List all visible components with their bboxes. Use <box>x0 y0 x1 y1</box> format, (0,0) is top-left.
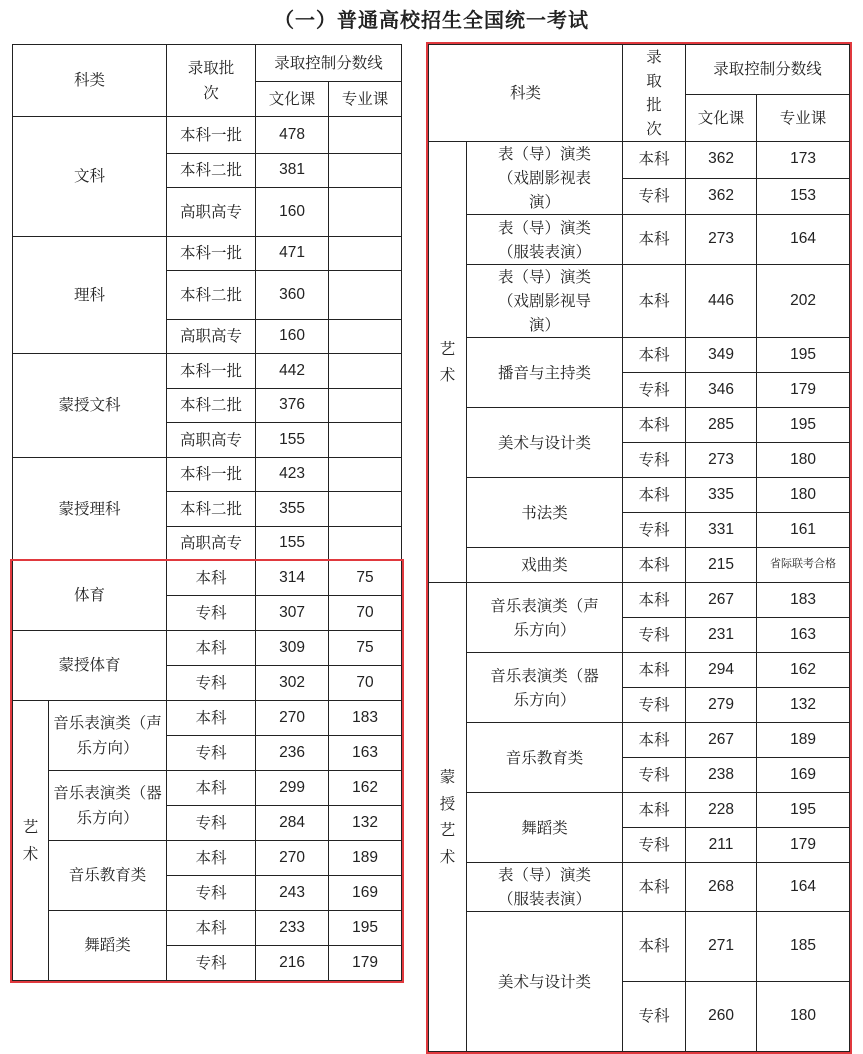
right-culture-score: 267 <box>686 583 757 618</box>
right-culture-score: 446 <box>686 265 757 338</box>
right-major-score: 132 <box>757 688 850 723</box>
right-batch-cell: 本科 <box>623 793 686 828</box>
left-culture-score: 309 <box>256 631 329 666</box>
left-art-subject: 音乐表演类（声乐方向） <box>49 701 167 771</box>
left-major-score: 132 <box>329 806 402 841</box>
right-culture-score: 279 <box>686 688 757 723</box>
right-batch-cell: 专科 <box>623 513 686 548</box>
table-row <box>13 771 402 806</box>
left-header-batch: 录取批次 <box>167 45 256 117</box>
left-culture-score: 302 <box>256 666 329 701</box>
right-batch-cell: 专科 <box>623 828 686 863</box>
table-row <box>429 338 850 373</box>
left-batch-cell: 高职高专 <box>167 423 256 458</box>
right-culture-score: 285 <box>686 408 757 443</box>
left-batch-cell: 高职高专 <box>167 527 256 561</box>
right-culture-score: 273 <box>686 215 757 265</box>
right-culture-score: 215 <box>686 548 757 583</box>
left-score-table <box>12 44 402 981</box>
right-major-score: 163 <box>757 618 850 653</box>
right-header-subject: 科类 <box>429 45 623 142</box>
left-batch-cell: 专科 <box>167 876 256 911</box>
left-major-score: 189 <box>329 841 402 876</box>
right-art-subject: 表（导）演类（戏剧影视导演） <box>467 265 623 338</box>
right-art-subject: 播音与主持类 <box>467 338 623 408</box>
right-batch-cell: 本科 <box>623 863 686 912</box>
left-major-score: 169 <box>329 876 402 911</box>
right-header-batch: 录取批次 <box>623 45 686 142</box>
right-culture-score: 238 <box>686 758 757 793</box>
left-culture-score: 423 <box>256 458 329 492</box>
left-major-score: 179 <box>329 946 402 981</box>
left-art-category <box>13 701 49 981</box>
left-batch-cell: 本科 <box>167 561 256 596</box>
left-culture-score: 381 <box>256 154 329 188</box>
right-batch-cell: 专科 <box>623 982 686 1052</box>
right-batch-cell: 本科 <box>623 723 686 758</box>
left-batch-cell: 本科二批 <box>167 389 256 423</box>
right-major-score: 162 <box>757 653 850 688</box>
left-major-score <box>329 188 402 237</box>
table-row <box>13 911 402 946</box>
right-culture-score: 268 <box>686 863 757 912</box>
right-major-score: 180 <box>757 982 850 1052</box>
right-batch-cell: 本科 <box>623 583 686 618</box>
table-row <box>429 215 850 265</box>
right-major-score: 164 <box>757 215 850 265</box>
right-culture-score: 273 <box>686 443 757 478</box>
left-culture-score: 270 <box>256 701 329 736</box>
left-major-score: 70 <box>329 666 402 701</box>
table-row <box>429 723 850 758</box>
table-row <box>429 793 850 828</box>
left-culture-score: 442 <box>256 354 329 389</box>
right-mongol-art-category <box>429 583 467 1052</box>
right-art-subject: 表（导）演类（服装表演） <box>467 215 623 265</box>
left-batch-cell: 本科二批 <box>167 492 256 527</box>
left-culture-score: 243 <box>256 876 329 911</box>
left-subject-cell: 理科 <box>13 237 167 354</box>
right-art-subject: 音乐表演类（声乐方向） <box>467 583 623 653</box>
right-batch-cell: 专科 <box>623 443 686 478</box>
right-culture-score: 260 <box>686 982 757 1052</box>
left-major-score: 183 <box>329 701 402 736</box>
left-culture-score: 155 <box>256 527 329 561</box>
right-art-subject: 表（导）演类（服装表演） <box>467 863 623 912</box>
left-batch-cell: 本科一批 <box>167 237 256 271</box>
right-major-score: 183 <box>757 583 850 618</box>
table-row <box>13 237 402 271</box>
left-batch-cell: 本科 <box>167 841 256 876</box>
left-subject-cell: 蒙授体育 <box>13 631 167 701</box>
left-major-score <box>329 271 402 320</box>
right-batch-cell: 专科 <box>623 758 686 793</box>
table-row <box>429 265 850 338</box>
right-header-control: 录取控制分数线 <box>686 45 850 95</box>
left-batch-cell: 专科 <box>167 806 256 841</box>
table-row <box>13 701 402 736</box>
left-art-subject: 音乐表演类（器乐方向） <box>49 771 167 841</box>
left-culture-score: 233 <box>256 911 329 946</box>
right-batch-cell: 专科 <box>623 373 686 408</box>
right-mongol-art-category-text: 蒙授艺术 <box>439 768 456 866</box>
left-batch-cell: 专科 <box>167 596 256 631</box>
right-art-subject: 美术与设计类 <box>467 912 623 1052</box>
right-batch-cell: 专科 <box>623 618 686 653</box>
left-art-subject: 舞蹈类 <box>49 911 167 981</box>
table-row <box>429 408 850 443</box>
left-culture-score: 270 <box>256 841 329 876</box>
right-batch-cell: 本科 <box>623 408 686 443</box>
right-batch-cell: 本科 <box>623 142 686 179</box>
left-major-score <box>329 320 402 354</box>
left-batch-cell: 本科一批 <box>167 117 256 154</box>
right-culture-score: 228 <box>686 793 757 828</box>
right-art-category <box>429 142 467 583</box>
right-art-subject: 舞蹈类 <box>467 793 623 863</box>
left-culture-score: 216 <box>256 946 329 981</box>
left-major-score <box>329 237 402 271</box>
left-major-score <box>329 117 402 154</box>
left-subject-cell: 蒙授文科 <box>13 354 167 458</box>
right-major-score: 179 <box>757 828 850 863</box>
right-art-subject: 戏曲类 <box>467 548 623 583</box>
left-subject-cell: 蒙授理科 <box>13 458 167 561</box>
table-row <box>429 548 850 583</box>
table-row <box>13 561 402 596</box>
left-batch-cell: 本科一批 <box>167 354 256 389</box>
right-major-score: 161 <box>757 513 850 548</box>
right-header-culture: 文化课 <box>686 94 757 141</box>
left-batch-cell: 专科 <box>167 736 256 771</box>
left-major-score <box>329 527 402 561</box>
table-row <box>429 583 850 618</box>
right-major-score: 180 <box>757 443 850 478</box>
left-major-score: 195 <box>329 911 402 946</box>
right-culture-score: 267 <box>686 723 757 758</box>
left-header-subject: 科类 <box>13 45 167 117</box>
right-culture-score: 335 <box>686 478 757 513</box>
left-art-category-text: 艺术 <box>22 818 39 863</box>
right-art-subject: 书法类 <box>467 478 623 548</box>
left-culture-score: 314 <box>256 561 329 596</box>
left-batch-cell: 本科 <box>167 701 256 736</box>
right-major-score: 185 <box>757 912 850 982</box>
right-batch-cell: 专科 <box>623 688 686 723</box>
left-batch-cell: 高职高专 <box>167 320 256 354</box>
left-subject-cell: 体育 <box>13 561 167 631</box>
left-culture-score: 236 <box>256 736 329 771</box>
right-batch-cell: 专科 <box>623 178 686 215</box>
left-culture-score: 307 <box>256 596 329 631</box>
right-major-score: 169 <box>757 758 850 793</box>
right-culture-score: 362 <box>686 178 757 215</box>
right-major-score: 195 <box>757 408 850 443</box>
left-header-control: 录取控制分数线 <box>256 45 402 82</box>
right-art-subject: 音乐教育类 <box>467 723 623 793</box>
left-culture-score: 478 <box>256 117 329 154</box>
left-header-major: 专业课 <box>329 82 402 117</box>
left-batch-cell: 本科 <box>167 631 256 666</box>
right-art-subject: 音乐表演类（器乐方向） <box>467 653 623 723</box>
left-subject-cell: 文科 <box>13 117 167 237</box>
left-culture-score: 360 <box>256 271 329 320</box>
right-art-subject: 美术与设计类 <box>467 408 623 478</box>
left-header-culture: 文化课 <box>256 82 329 117</box>
right-culture-score: 362 <box>686 142 757 179</box>
right-batch-cell: 本科 <box>623 912 686 982</box>
right-culture-score: 211 <box>686 828 757 863</box>
right-art-subject: 表（导）演类（戏剧影视表演） <box>467 142 623 215</box>
right-batch-cell: 本科 <box>623 548 686 583</box>
left-major-score: 70 <box>329 596 402 631</box>
right-major-score: 179 <box>757 373 850 408</box>
left-culture-score: 299 <box>256 771 329 806</box>
right-major-score: 153 <box>757 178 850 215</box>
table-row <box>13 354 402 389</box>
left-major-score: 163 <box>329 736 402 771</box>
left-major-score <box>329 389 402 423</box>
left-culture-score: 155 <box>256 423 329 458</box>
left-batch-cell: 本科 <box>167 911 256 946</box>
left-culture-score: 471 <box>256 237 329 271</box>
left-batch-cell: 专科 <box>167 946 256 981</box>
right-culture-score: 231 <box>686 618 757 653</box>
right-major-score: 180 <box>757 478 850 513</box>
left-batch-cell: 本科 <box>167 771 256 806</box>
right-batch-cell: 本科 <box>623 215 686 265</box>
page-title: （一）普通高校招生全国统一考试 <box>274 8 589 32</box>
table-row <box>429 478 850 513</box>
right-major-score: 189 <box>757 723 850 758</box>
left-major-score <box>329 492 402 527</box>
left-art-subject: 音乐教育类 <box>49 841 167 911</box>
right-batch-cell: 本科 <box>623 478 686 513</box>
table-row <box>13 631 402 666</box>
table-row <box>13 458 402 492</box>
right-batch-cell: 本科 <box>623 653 686 688</box>
table-row <box>13 841 402 876</box>
left-major-score <box>329 154 402 188</box>
table-row <box>429 863 850 912</box>
right-batch-cell: 本科 <box>623 265 686 338</box>
table-row <box>429 653 850 688</box>
table-row <box>429 142 850 179</box>
right-culture-score: 346 <box>686 373 757 408</box>
left-batch-cell: 本科二批 <box>167 271 256 320</box>
right-major-score: 省际联考合格 <box>757 548 850 583</box>
right-major-score: 202 <box>757 265 850 338</box>
left-batch-cell: 高职高专 <box>167 188 256 237</box>
right-art-category-text: 艺术 <box>439 339 456 385</box>
right-major-score: 164 <box>757 863 850 912</box>
table-row <box>429 912 850 982</box>
right-culture-score: 294 <box>686 653 757 688</box>
left-culture-score: 284 <box>256 806 329 841</box>
left-batch-cell: 专科 <box>167 666 256 701</box>
right-score-table <box>428 44 850 1052</box>
right-major-score: 195 <box>757 338 850 373</box>
left-batch-cell: 本科二批 <box>167 154 256 188</box>
left-major-score: 75 <box>329 561 402 596</box>
right-major-score: 173 <box>757 142 850 179</box>
right-culture-score: 271 <box>686 912 757 982</box>
right-header-major: 专业课 <box>757 94 850 141</box>
left-culture-score: 376 <box>256 389 329 423</box>
left-culture-score: 355 <box>256 492 329 527</box>
left-major-score <box>329 354 402 389</box>
left-culture-score: 160 <box>256 188 329 237</box>
left-major-score: 75 <box>329 631 402 666</box>
right-culture-score: 331 <box>686 513 757 548</box>
right-batch-cell: 本科 <box>623 338 686 373</box>
left-major-score <box>329 423 402 458</box>
left-culture-score: 160 <box>256 320 329 354</box>
left-batch-cell: 本科一批 <box>167 458 256 492</box>
table-row <box>13 117 402 154</box>
left-major-score: 162 <box>329 771 402 806</box>
left-major-score <box>329 458 402 492</box>
right-major-score: 195 <box>757 793 850 828</box>
right-culture-score: 349 <box>686 338 757 373</box>
